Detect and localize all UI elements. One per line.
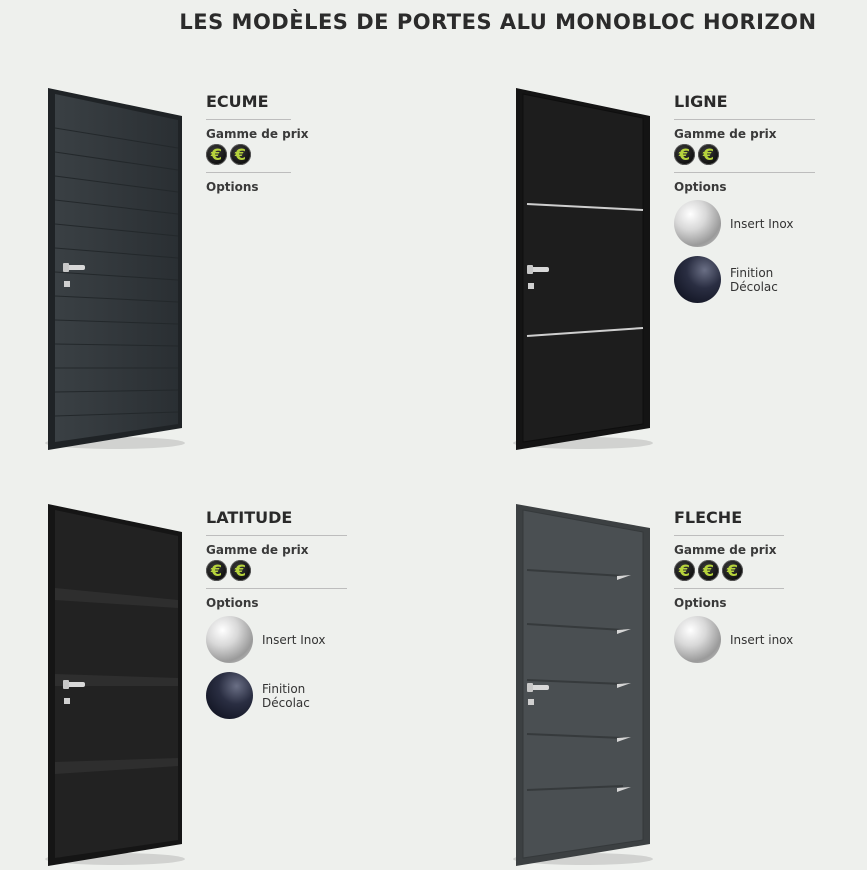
decolac-swatch-icon [206,672,253,719]
model-info-fleche [674,508,819,663]
price-range-indicator [206,144,291,173]
model-name: FLECHE [674,508,784,536]
euro-icon: € [674,144,695,165]
option-insert-inox[interactable] [674,200,819,247]
euro-icon: € [674,560,695,581]
model-info-ligne [674,92,819,303]
euro-icon: € [722,560,743,581]
options-label: Options [674,180,727,194]
inox-swatch-icon [674,616,721,663]
model-info-ecume [206,92,351,194]
decolac-swatch-icon [674,256,721,303]
euro-icon: € [230,560,251,581]
price-range-indicator [674,144,815,173]
options-label: Options [206,180,259,194]
inox-swatch-icon [674,200,721,247]
option-finition-decolac[interactable] [674,256,819,303]
door-image-fleche [513,504,658,866]
option-label: Finition Décolac [730,265,778,294]
euro-icon: € [698,560,719,581]
model-name: ECUME [206,92,291,120]
euro-icon: € [230,144,251,165]
option-finition-decolac[interactable] [206,672,351,719]
price-range-indicator [206,560,347,589]
options-label: Options [674,596,727,610]
price-range-indicator [674,560,784,589]
option-insert-inox[interactable] [206,616,351,663]
page-title: LES MODÈLES DE PORTES ALU MONOBLOC HORIZON [179,10,817,34]
price-range-label: Gamme de prix [674,127,777,141]
price-range-label: Gamme de prix [206,543,309,557]
option-label: Insert Inox [730,216,794,231]
price-range-label: Gamme de prix [674,543,777,557]
euro-icon: € [698,144,719,165]
euro-icon: € [206,144,227,165]
inox-swatch-icon [206,616,253,663]
option-label: Finition Décolac [262,681,310,710]
model-name: LATITUDE [206,508,347,536]
price-range-label: Gamme de prix [206,127,309,141]
option-insert-inox[interactable] [674,616,819,663]
door-image-ligne [513,88,658,450]
euro-icon: € [206,560,227,581]
model-name: LIGNE [674,92,815,120]
options-label: Options [206,596,259,610]
option-label: Insert inox [730,632,794,647]
model-info-latitude [206,508,351,719]
door-image-latitude [45,504,190,866]
door-image-ecume [45,88,190,450]
option-label: Insert Inox [262,632,326,647]
